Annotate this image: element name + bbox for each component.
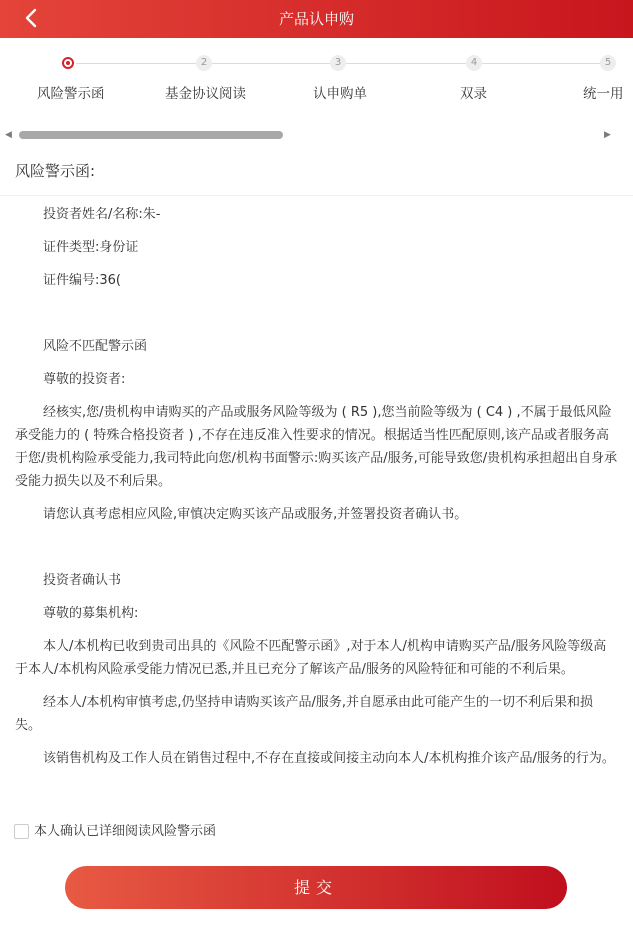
advice-paragraph: 请您认真考虑相应风险,审慎决定购买该产品或服务,并签署投资者确认书。 [43, 507, 468, 522]
acknowledge-paragraph: 本人/本机构已收到贵司出具的《风险不匹配警示函》,对于本人/机构申请购买产品/服务风险等级高于本人/本机构风险承受能力情况已悉,并且已充分了解该产品/服务的风险特征和可能的不利后果。 [15, 639, 607, 677]
step-connector [212, 63, 330, 64]
step-5-marker: 5 [600, 55, 616, 71]
step-2-label[interactable]: 基金协议阅读 [165, 86, 246, 102]
investor-name: 投资者姓名/名称:朱- [43, 207, 161, 222]
step-4-label[interactable]: 双录 [460, 86, 487, 102]
step-5-label[interactable]: 统一用 [583, 86, 624, 102]
confirmation-title: 投资者确认书 [43, 573, 122, 588]
step-connector [482, 63, 600, 64]
step-indicator[interactable] [0, 38, 633, 128]
section-title: 风险警示函: [15, 162, 96, 180]
id-type: 证件类型:身份证 [43, 240, 139, 255]
submit-button[interactable]: 提交 [65, 866, 567, 909]
step-1-label[interactable]: 风险警示函 [37, 86, 105, 102]
scroll-left-icon[interactable]: ◀ [5, 130, 12, 140]
step-2-marker: 2 [196, 55, 212, 71]
divider [0, 195, 633, 196]
step-1-marker [60, 55, 76, 71]
salutation-investor: 尊敬的投资者: [43, 372, 126, 387]
step-connector [346, 63, 466, 64]
step-3-label[interactable]: 认申购单 [313, 86, 367, 102]
scrollbar-thumb[interactable] [19, 131, 283, 139]
scroll-right-icon[interactable]: ▶ [604, 130, 611, 140]
salutation-institution: 尊敬的募集机构: [43, 606, 139, 621]
risk-warning-document [15, 203, 618, 770]
horizontal-scrollbar[interactable] [0, 128, 633, 142]
warning-title: 风险不匹配警示函 [43, 339, 148, 354]
insist-paragraph: 经本人/本机构审慎考虑,仍坚持申请购买该产品/服务,并自愿承由此可能产生的一切不利后果和损失。 [15, 695, 594, 733]
warning-paragraph: 经核实,您/贵机构申请购买的产品或服务风险等级为 ( R5 ),您当前险等级为 ( C4 ) ,不属于最低风险承受能力的 ( 特殊合格投资者 ) ,不存在违反准入性要求的情况。根据适当性匹配原则,该产品或者服务高于您/贵机构险承受能力,我司特此向您/机构书面警示:购买该产品/服务,可能导致您/贵机构承担超出自身承受能力损失以及不利后果。 [15, 405, 618, 489]
step-3-marker: 3 [330, 55, 346, 71]
no-promotion-paragraph: 该销售机构及工作人员在销售过程中,不存在直接或间接主动向本人/本机构推介该产品/服务的行为。 [43, 751, 615, 766]
page-title: 产品认申购 [278, 10, 354, 28]
id-number: 证件编号:36( [43, 273, 121, 288]
confirm-read-checkbox[interactable] [14, 824, 29, 839]
app-header [0, 0, 633, 38]
step-connector [76, 63, 196, 64]
step-4-marker: 4 [466, 55, 482, 71]
confirm-read-label[interactable]: 本人确认已详细阅读风险警示函 [34, 824, 217, 839]
